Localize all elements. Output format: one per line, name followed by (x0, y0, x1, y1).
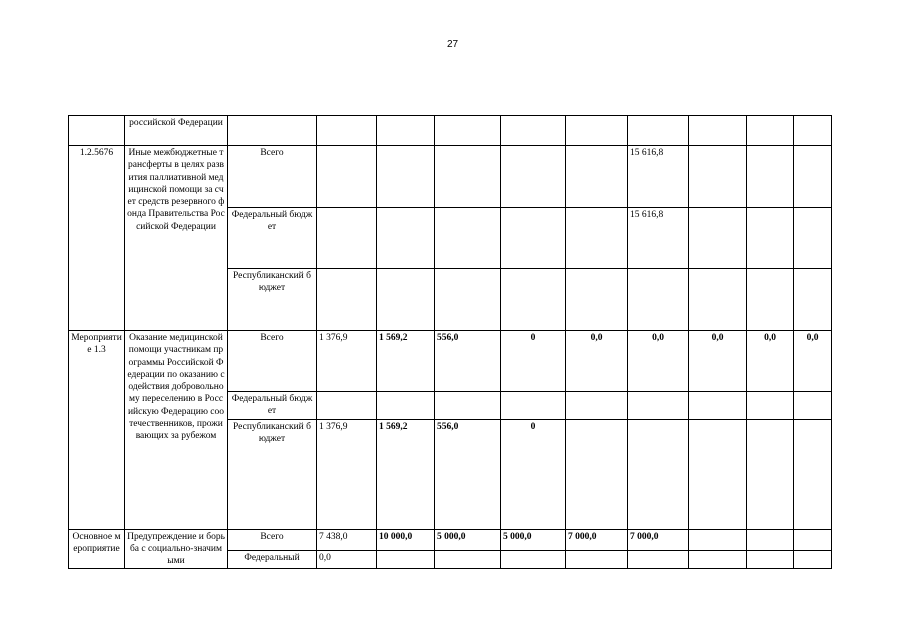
name-cell: Иные межбюджетные трансферты в целях развития паллиативной медицинской помощи за счет средств резервного фонда Правительства Российской Федерации (125, 146, 228, 331)
source-cell: Федеральный (228, 551, 317, 569)
name-cell: российской Федерации (125, 116, 228, 146)
table-row: Республиканский бюджет 1 376,9 1 569,2 556,0 0 (69, 419, 832, 529)
code-cell (69, 116, 125, 146)
source-cell: Всего (228, 529, 317, 550)
code-cell: 1.2.5676 (69, 146, 125, 331)
source-cell: Республиканский бюджет (228, 419, 317, 529)
budget-table (68, 115, 832, 569)
name-cell: Оказание медицинской помощи участникам программы Российской Федерации по оказанию содействия добровольному переселению в Российскую Федерацию соотечественников, проживающих за рубежом (125, 331, 228, 530)
code-cell: Основное мероприятие (69, 529, 125, 569)
source-cell: Республиканский бюджет (228, 269, 317, 331)
table-row-continuation (69, 116, 832, 146)
table-row: Федеральный бюджет 15 616,8 (69, 208, 832, 269)
table-row: Основное мероприятие Предупреждение и борьба с социально-значимыми Всего 7 438,0 10 000,0 5 000,0 5 000,0 7 000,0 7 000,0 (69, 529, 832, 550)
table-row: 1.2.5676 Иные межбюджетные трансферты в целях развития паллиативной медицинской помощи за счет средств резервного фонда Правительства Российской Федерации Всего 15 616,8 (69, 146, 832, 208)
table-row: Федеральный 0,0 (69, 551, 832, 569)
source-cell: Федеральный бюджет (228, 208, 317, 269)
source-cell: Всего (228, 331, 317, 392)
source-cell: Федеральный бюджет (228, 392, 317, 420)
source-cell: Всего (228, 146, 317, 208)
code-cell: Мероприятие 1.3 (69, 331, 125, 530)
name-cell: Предупреждение и борьба с социально-значимыми (125, 529, 228, 569)
table-row: Мероприятие 1.3 Оказание медицинской помощи участникам программы Российской Федерации по оказанию содействия добровольному переселению в Российскую Федерацию соотечественников, проживающих за рубежом Всего 1 376,9 1 569,2 556,0 0 0,0 0,0 0,0 0,0 0,0 (69, 331, 832, 392)
page-number: 27 (446, 39, 459, 50)
